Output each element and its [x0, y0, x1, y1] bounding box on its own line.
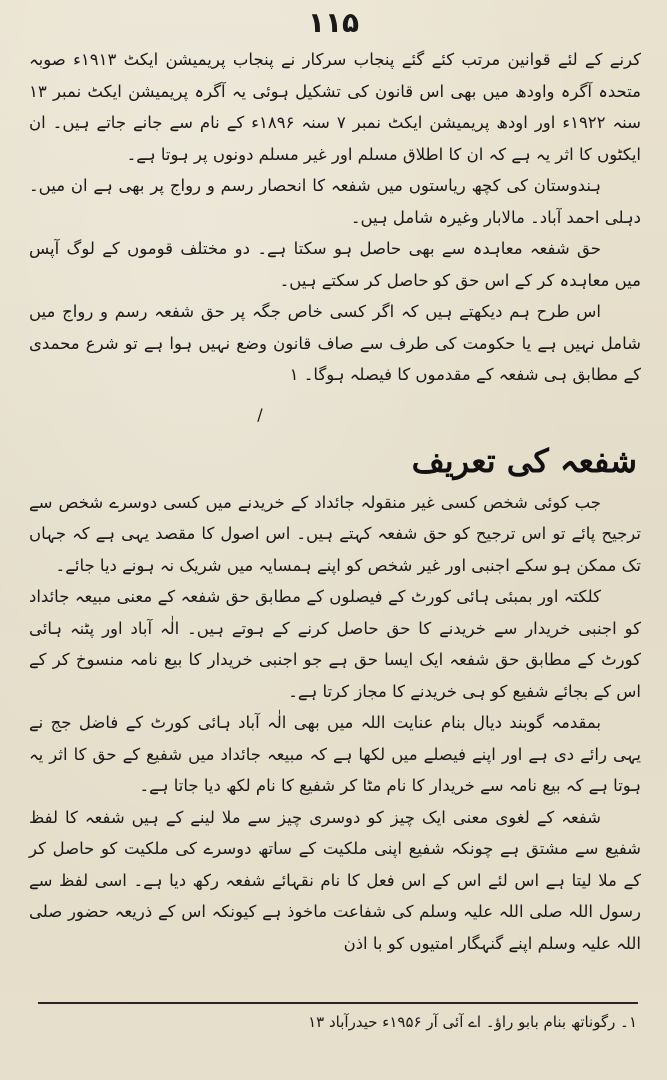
page-number: ۱۱۵	[307, 6, 360, 39]
paragraph-etymology: شفعہ کے لغوی معنی ایک چیز کو دوسری چیز سے ملا لینے کے ہیں شفعہ کا لفظ شفیع سے مشتق ہے چونکہ شفیع اپنی ملکیت کے ساتھ دوسرے کی ملکیت کو حاصل کر کے ملا لیتا ہے اس لئے اس کے اس فعل کا نام نقہائے شفعہ رکھ دیا ہے۔ اسی لفظ سے رسول اللہ صلی اللہ علیہ وسلم کی شفاعت ماخوذ ہے کیونکہ اس کے ذریعہ حضور صلی اللہ علیہ وسلم اپنے گنہگار امتیوں کو با اذن	[29, 807, 641, 953]
paragraph-acts: کرنے کے لئے قوانین مرتب کئے گئے پنجاب سرکار نے پنجاب پریمیشن ایکٹ ۱۹۱۳ء صوبہ متحدہ آگرہ واودھ میں بھی اس قانون کی تشکیل ہوئی یہ آگرہ پریمیشن ایکٹ نمبر ۱۳ سنہ ۱۹۲۲ء اور اودھ پریمیشن ایکٹ نمبر ۷ سنہ ۱۸۹۶ء کے نام سے جانے جاتے ہیں۔ ان ایکٹوں کا اثر یہ ہے کہ ان کا اطلاق مسلم اور غیر مسلم دونوں پر ہوتا ہے۔	[29, 50, 641, 164]
paragraph-shariah: اس طرح ہم دیکھتے ہیں کہ اگر کسی خاص جگہ پر حق شفعہ رسم و رواج میں شامل نہیں ہے یا حکومت کی طرف سے صاف قانون وضع نہیں ہوا ہے تو شرع محمدی کے مطابق ہی شفعہ کے مقدموں کا فیصلہ ہوگا۔ ۱	[29, 302, 641, 384]
paragraph-agreement: حق شفعہ معاہدہ سے بھی حاصل ہو سکتا ہے۔ دو مختلف قوموں کے لوگ آپس میں معاہدہ کر کے اس حق کو حاصل کر سکتے ہیں۔	[29, 239, 641, 290]
paragraph-definition: جب کوئی شخص کسی غیر منقولہ جائداد کے خریدنے میں کسی دوسرے شخص سے ترجیح پائے تو اس ترجیح کو حق شفعہ کہتے ہیں۔ اس اصول کا مقصد یہی ہے کہ جہاں تک ممکن ہو سکے اجنبی اور غیر شخص کو اپنے ہمسایہ میں شریک نہ ہونے دیا جائے۔	[29, 492, 641, 575]
paragraph-high-courts: کلکتہ اور بمبئی ہائی کورٹ کے فیصلوں کے مطابق حق شفعہ کے معنی مبیعہ جائداد کو اجنبی خریدار سے خریدنے کا حق حاصل کرنے کے ہوتے ہیں۔ الٰہ آباد اور پٹنہ ہائی کورٹ کے مطابق حق شفعہ ایک ایسا حق ہے جو اجنبی خریدار کا بیع نامہ منسوخ کر کے اس کے بجائے شفیع کو ہی خریدنے کا مجاز کرتا ہے۔	[29, 587, 641, 701]
paragraph-custom: ہندوستان کی کچھ ریاستوں میں شفعہ کا انحصار رسم و رواج پر بھی ہے ان میں۔ دہلی احمد آباد۔ مالابار وغیرہ شامل ہیں۔	[29, 176, 641, 227]
paragraph-case-law: بمقدمہ گوبند دیال بنام عنایت اللہ میں بھی الٰہ آباد ہائی کورٹ کے فاضل جج نے یہی رائے دی ہے اور اپنے فیصلے میں لکھا ہے کہ مبیعہ جائداد میں شفیع کے حق کا اثر یہ ہوتا ہے کہ بیع نامہ سے خریدار کا نام مٹا کر شفیع کا نام لکھ دیا جاتا ہے۔	[29, 713, 641, 795]
body-text	[29, 44, 641, 959]
footnote: ۱۔ رگوناتھ بنام بابو راؤ۔ اے آئی آر ۱۹۵۶ء حیدرآباد ۱۳	[308, 1013, 637, 1031]
footnote-divider	[38, 1002, 638, 1004]
section-heading: شفعہ کی تعریف	[411, 441, 637, 480]
section-mark: /	[257, 404, 263, 424]
